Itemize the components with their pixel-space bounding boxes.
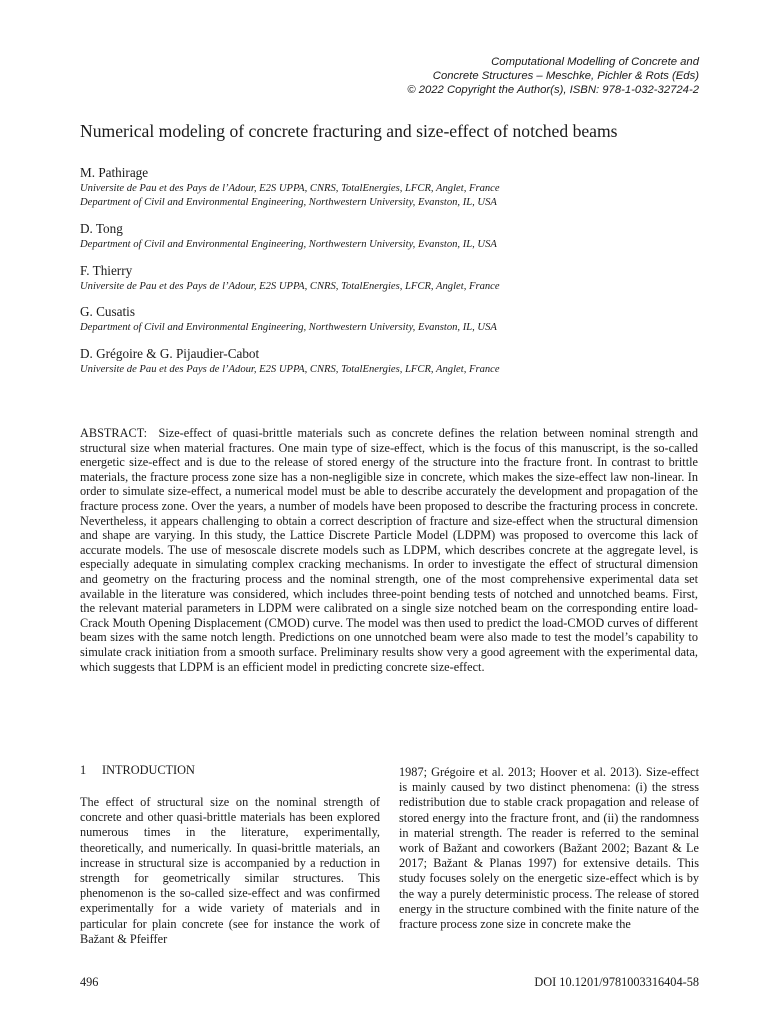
- abstract: [80, 426, 698, 674]
- page-number: 496: [80, 975, 99, 989]
- intro-right-column: 1987; Grégoire et al. 2013; Hoover et al. 2013). Size-effect is mainly caused by two distinct phenomena: (i) the stress redistribution due to stable crack propagation and release of stored energy into the fracture front, and (ii) the randomness in material strength. The reader is referred to the seminal work of Bažant and coworkers (Bažant 2002; Bazant & Le 2017; Bažant & Planas 1997) for extensive details. This study focuses solely on the energetic size-effect which is by the way a purely deterministic process. The release of stored energy in the structure combined with the finite nature of the fracture process zone size in concrete make the: [399, 765, 699, 932]
- author-affiliation: Department of Civil and Environmental Engineering, Northwestern University, Evanston, IL, USA: [80, 239, 497, 250]
- author-name: D. Grégoire & G. Pijaudier-Cabot: [80, 346, 260, 361]
- intro-left-column: The effect of structural size on the nominal strength of concrete and other quasi-brittle materials has been explored numerous times in the literature, experimentally, theoretically, and numerically. In quasi-brittle materials, an increase in structural size is accompanied by a reduction in strength for geometrically similar structures. This phenomenon is the so-called size-effect and was confirmed experimentally for a wide variety of materials and in particular for plain concrete (see for instance the work of Bažant & Pfeiffer: [80, 795, 380, 946]
- header-line-3: © 2022 Copyright the Author(s), ISBN: 978-1-032-32724-2: [407, 84, 699, 96]
- author-affiliation: Universite de Pau et des Pays de l’Adour, E2S UPPA, CNRS, TotalEnergies, LFCR, Anglet, France: [80, 281, 500, 292]
- author-affiliation: Universite de Pau et des Pays de l’Adour, E2S UPPA, CNRS, TotalEnergies, LFCR, Anglet, France: [80, 183, 500, 194]
- author-affiliation: Department of Civil and Environmental Engineering, Northwestern University, Evanston, IL, USA: [80, 197, 497, 208]
- author-name: D. Tong: [80, 221, 123, 236]
- abstract-label: ABSTRACT:: [80, 426, 148, 440]
- paper-title: Numerical modeling of concrete fracturing and size-effect of notched beams: [80, 121, 618, 141]
- author-affiliation: Universite de Pau et des Pays de l’Adour, E2S UPPA, CNRS, TotalEnergies, LFCR, Anglet, France: [80, 364, 500, 375]
- section-number: 1: [80, 763, 87, 777]
- header-line-2: Concrete Structures – Meschke, Pichler & Rots (Eds): [432, 70, 699, 82]
- abstract-text: Size-effect of quasi-brittle materials such as concrete defines the relation between nominal strength and structural size when material fractures. One main type of size-effect, which is the focus of this manuscript, is the so-called energetic size-effect and is due to the release of stored energy of the structure into the fracture front. In contrast to brittle materials, the fracture process zone size has a non-negligible size in concrete, which makes the size-effect law non-linear. In order to simulate size-effect, a numerical model must be able to describe accurately the development and propagation of the fracture process zone. Over the years, a number of models have been proposed to describe the fracturing process in concrete. Nevertheless, it appears challenging to obtain a correct description of fracture and size-effect when the structural dimension and shape are varying. In this study, the Lattice Discrete Particle Model (LDPM) was proposed to overcome this lack of accurate models. The use of mesoscale discrete models such as LDPM, which describes concrete at the aggregate level, is especially adequate in simulating complex cracking mechanisms. In order to investigate the effect of structural dimension and geometry on the fracturing process and the nominal strength, one of the most comprehensive experimental data set available in the literature was considered, which includes three-point bending tests of notched and unnotched beams. First, the relevant material parameters in LDPM were calibrated on a single size notched beam on the corresponding entire load-Crack Mouth Opening Displacement (CMOD) curve. The model was then used to predict the load-CMOD curves of different beam sizes with the same notch length. Predictions on one unnotched beam were also made to test the model’s capability to simulate crack initiation from a smooth surface. Preliminary results show very a good agreement with the experimental data, which suggests that LDPM is an efficient model in predicting concrete size-effect.: [80, 426, 699, 674]
- section-heading: [80, 763, 195, 778]
- section-title: INTRODUCTION: [102, 763, 195, 777]
- author-name: G. Cusatis: [80, 304, 135, 319]
- author-affiliation: Department of Civil and Environmental Engineering, Northwestern University, Evanston, IL, USA: [80, 322, 497, 333]
- author-name: F. Thierry: [80, 263, 133, 278]
- header-line-1: Computational Modelling of Concrete and: [491, 56, 699, 68]
- doi: DOI 10.1201/9781003316404-58: [534, 975, 699, 989]
- author-name: M. Pathirage: [80, 165, 149, 180]
- book-header: [300, 55, 699, 97]
